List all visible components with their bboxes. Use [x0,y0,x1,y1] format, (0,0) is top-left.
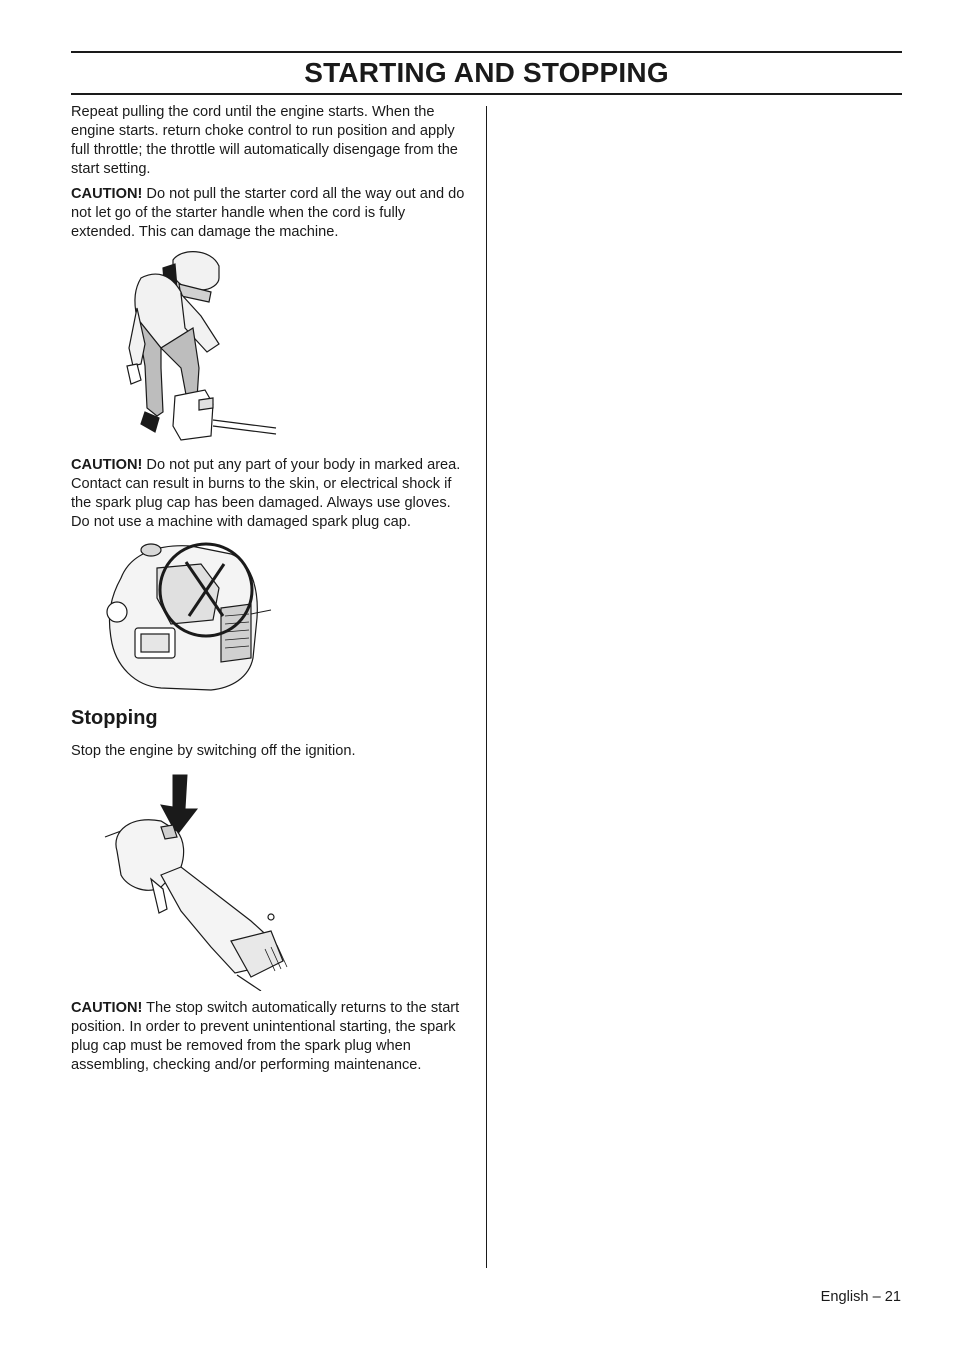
page-title: STARTING AND STOPPING [304,57,669,88]
caution-text: Do not put any part of your body in marked area. Contact can result in burns to the skin, or electrical shock if the spark plug cap has been damaged. Always use gloves. Do not use a machine with damaged spark plug cap. [71,457,461,530]
figure-operator-pulling-cord [101,248,291,448]
caution-text: Do not pull the starter cord all the way out and do not let go of the starter handle when the cord is fully extended. This can damage the machine. [71,186,465,240]
page-footer: English – 21 [820,1289,901,1305]
figure-stop-switch [101,771,301,991]
figure-engine-marked-area [101,538,301,698]
caution-starter-cord [71,185,471,242]
caution-text: The stop switch automatically returns to the start position. In order to prevent unintentional starting, the spark plug cap must be removed from the spark plug when assembling, checking and/or performing maintenance. [71,1000,460,1073]
paragraph-stopping: Stop the engine by switching off the ignition. [71,743,356,759]
section-heading-stopping: Stopping [71,707,158,729]
caution-label: CAUTION! [71,1000,143,1016]
paragraph-restart: Repeat pulling the cord until the engine starts. When the engine starts. return choke control to run position and apply full throttle; the throttle will automatically disengage from the start setting. [71,104,458,177]
column-divider [486,106,487,1268]
caution-label: CAUTION! [71,186,143,202]
caution-label: CAUTION! [71,457,143,473]
caution-stop-switch [71,999,471,1075]
left-column [71,103,471,1081]
page-header [71,51,902,95]
caution-marked-area [71,456,471,532]
